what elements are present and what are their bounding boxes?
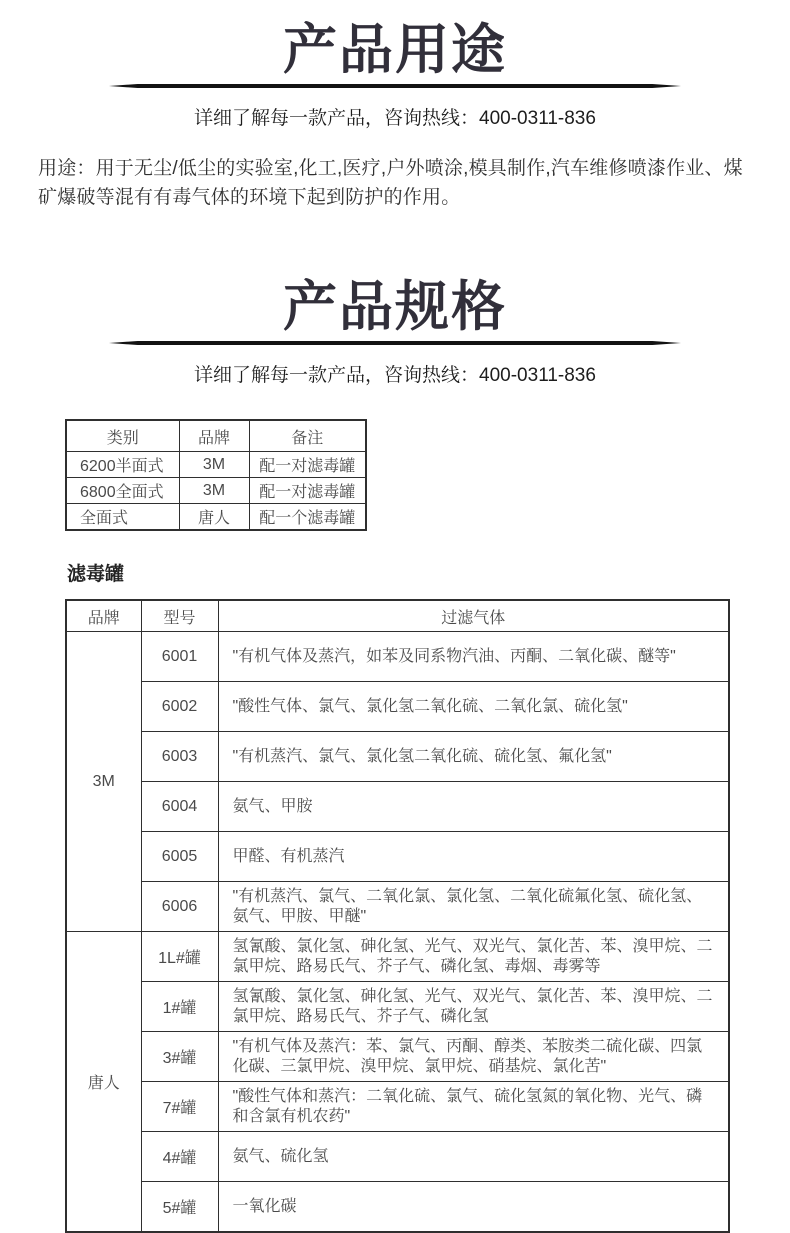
gases-cell: 甲醛、有机蒸汽 [218,832,729,882]
table-row [66,1082,729,1132]
brand-group-cell: 唐人 [66,932,141,1233]
gases-cell: "有机蒸汽、氯气、氯化氢二氧化硫、硫化氢、氟化氢" [218,732,729,782]
table-row [66,982,729,1032]
cartridge-section-title: 滤毒罐 [67,564,125,585]
model-cell: 6002 [141,682,218,732]
table-row [66,1032,729,1082]
column-header-brand: 品牌 [179,420,249,452]
usage-section-title: 产品用途 [283,18,507,81]
gases-cell: 一氧化碳 [218,1182,729,1233]
category-cell: 6200半面式 [66,452,179,478]
cartridge-table [65,599,730,1233]
table-row [66,452,366,478]
model-cell: 1L#罐 [141,932,218,982]
table-header-row [66,600,729,632]
title-divider-line [109,84,681,88]
table-row [66,882,729,932]
gases-cell: 氨气、甲胺 [218,782,729,832]
title-divider-line [109,341,681,345]
model-cell: 6001 [141,632,218,682]
usage-description: 用途：用于无尘/低尘的实验室,化工,医疗,户外喷涂,模具制作,汽车维修喷漆作业、煤矿爆破等混有有毒气体的环境下起到防护的作用。 [38,158,743,208]
table-row [66,1132,729,1182]
table-row [66,932,729,982]
model-cell: 7#罐 [141,1082,218,1132]
model-cell: 5#罐 [141,1182,218,1233]
column-header-note: 备注 [249,420,366,452]
specs-hotline-text: 详细了解每一款产品，咨询热线：400-0311-836 [194,365,596,386]
column-header-category: 类别 [66,420,179,452]
table-row [66,478,366,504]
table-row [66,504,366,531]
table-row [66,732,729,782]
column-header-model: 型号 [141,600,218,632]
brand-cell: 唐人 [179,504,249,531]
section-product-specs [0,257,790,387]
table-row [66,632,729,682]
section-product-usage [0,0,790,212]
gases-cell: 氢氰酸、氯化氢、砷化氢、光气、双光气、氯化苦、苯、溴甲烷、二氯甲烷、路易氏气、芥子气、磷化氢、毒烟、毒雾等 [218,932,729,982]
usage-hotline-text: 详细了解每一款产品，咨询热线：400-0311-836 [194,108,596,129]
brand-cell: 3M [179,478,249,504]
column-header-brand: 品牌 [66,600,141,632]
note-cell: 配一对滤毒罐 [249,478,366,504]
note-cell: 配一个滤毒罐 [249,504,366,531]
table-row [66,682,729,732]
mask-type-table [65,419,367,531]
brand-group-cell: 3M [66,632,141,932]
model-cell: 6004 [141,782,218,832]
category-cell: 全面式 [66,504,179,531]
model-cell: 6006 [141,882,218,932]
gases-cell: 氢氰酸、氯化氢、砷化氢、光气、双光气、氯化苦、苯、溴甲烷、二氯甲烷、路易氏气、芥子气、磷化氢 [218,982,729,1032]
model-cell: 4#罐 [141,1132,218,1182]
specs-section-title: 产品规格 [283,275,507,338]
table-row [66,782,729,832]
gases-cell: 氨气、硫化氢 [218,1132,729,1182]
gases-cell: "酸性气体、氯气、氯化氢二氧化硫、二氧化氯、硫化氢" [218,682,729,732]
model-cell: 6003 [141,732,218,782]
gases-cell: "有机气体及蒸汽，如苯及同系物汽油、丙酮、二氧化碳、醚等" [218,632,729,682]
gases-cell: "有机蒸汽、氯气、二氧化氯、氯化氢、二氧化硫氟化氢、硫化氢、氨气、甲胺、甲醚" [218,882,729,932]
category-cell: 6800全面式 [66,478,179,504]
gases-cell: "有机气体及蒸汽：苯、氯气、丙酮、醇类、苯胺类二硫化碳、四氯化碳、三氯甲烷、溴甲烷、氯甲烷、硝基烷、氯化苦" [218,1032,729,1082]
table-row [66,1182,729,1233]
table-header-row [66,420,366,452]
column-header-gases: 过滤气体 [218,600,729,632]
note-cell: 配一对滤毒罐 [249,452,366,478]
brand-cell: 3M [179,452,249,478]
gases-cell: "酸性气体和蒸汽：二氧化硫、氯气、硫化氢氮的氧化物、光气、磷和含氯有机农药" [218,1082,729,1132]
model-cell: 1#罐 [141,982,218,1032]
table-row [66,832,729,882]
model-cell: 6005 [141,832,218,882]
model-cell: 3#罐 [141,1032,218,1082]
